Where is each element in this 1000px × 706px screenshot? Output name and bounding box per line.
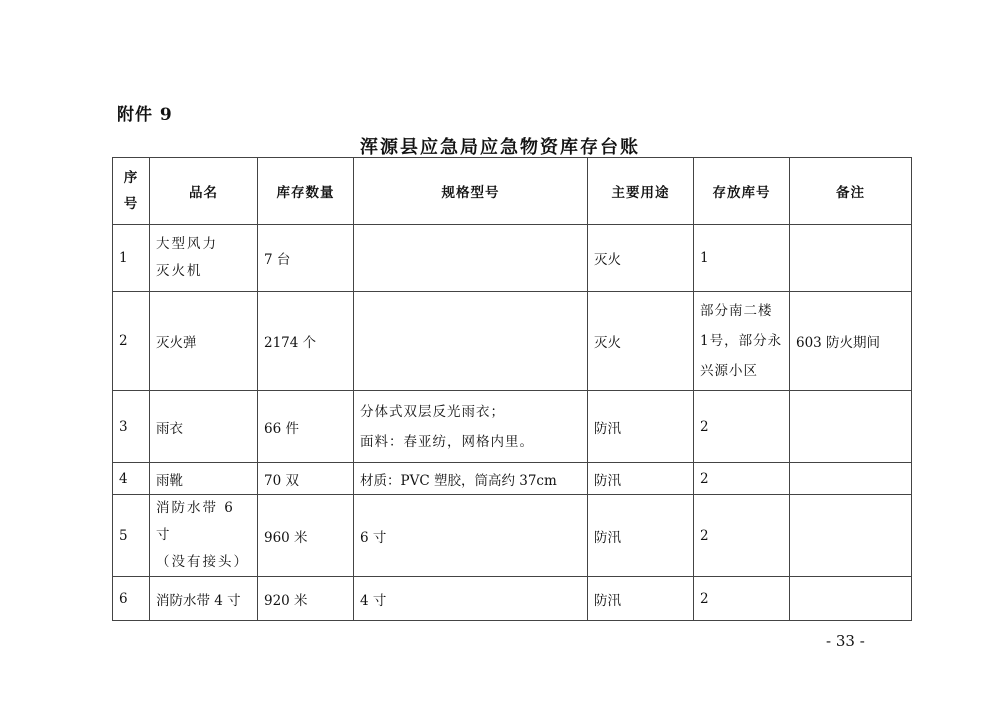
cell-location: 2 bbox=[694, 495, 790, 577]
table-row bbox=[113, 495, 912, 577]
table-row bbox=[113, 391, 912, 463]
cell-notes bbox=[790, 391, 912, 463]
cell-location: 1 bbox=[694, 225, 790, 292]
cell-notes: 603 防火期间 bbox=[790, 292, 912, 391]
cell-quantity: 960 米 bbox=[258, 495, 354, 577]
table-row bbox=[113, 225, 912, 292]
cell-location: 2 bbox=[694, 391, 790, 463]
cell-usage: 防汛 bbox=[588, 463, 694, 495]
cell-index: 1 bbox=[113, 225, 150, 292]
cell-location: 2 bbox=[694, 577, 790, 621]
header-row bbox=[113, 158, 912, 225]
cell-location: 部分南二楼 1号，部分永 兴源小区 bbox=[694, 292, 790, 391]
cell-index: 5 bbox=[113, 495, 150, 577]
cell-notes bbox=[790, 577, 912, 621]
cell-quantity: 70 双 bbox=[258, 463, 354, 495]
header-index: 序 号 bbox=[113, 158, 150, 225]
table-row bbox=[113, 463, 912, 495]
cell-name: 雨衣 bbox=[150, 391, 258, 463]
header-quantity: 库存数量 bbox=[258, 158, 354, 225]
cell-index: 2 bbox=[113, 292, 150, 391]
cell-name: 雨靴 bbox=[150, 463, 258, 495]
table-row bbox=[113, 292, 912, 391]
cell-usage: 防汛 bbox=[588, 495, 694, 577]
cell-usage: 灭火 bbox=[588, 292, 694, 391]
cell-spec: 4 寸 bbox=[354, 577, 588, 621]
header-usage: 主要用途 bbox=[588, 158, 694, 225]
cell-spec bbox=[354, 225, 588, 292]
cell-quantity: 7 台 bbox=[258, 225, 354, 292]
header-name: 品名 bbox=[150, 158, 258, 225]
table-row bbox=[113, 577, 912, 621]
cell-usage: 防汛 bbox=[588, 391, 694, 463]
cell-name: 大型风力 灭火机 bbox=[150, 225, 258, 292]
page-number: - 33 - bbox=[826, 632, 865, 650]
cell-index: 3 bbox=[113, 391, 150, 463]
cell-usage: 灭火 bbox=[588, 225, 694, 292]
inventory-table bbox=[112, 157, 912, 621]
cell-location: 2 bbox=[694, 463, 790, 495]
cell-usage: 防汛 bbox=[588, 577, 694, 621]
header-notes: 备注 bbox=[790, 158, 912, 225]
cell-quantity: 66 件 bbox=[258, 391, 354, 463]
cell-notes bbox=[790, 463, 912, 495]
header-spec: 规格型号 bbox=[354, 158, 588, 225]
cell-spec: 材质：PVC 塑胶，筒高约 37cm bbox=[354, 463, 588, 495]
cell-name: 消防水带 4 寸 bbox=[150, 577, 258, 621]
cell-notes bbox=[790, 495, 912, 577]
cell-notes bbox=[790, 225, 912, 292]
cell-name: 灭火弹 bbox=[150, 292, 258, 391]
cell-index: 4 bbox=[113, 463, 150, 495]
cell-spec bbox=[354, 292, 588, 391]
cell-name: 消防水带 6 寸 （没有接头） bbox=[150, 495, 258, 577]
cell-quantity: 920 米 bbox=[258, 577, 354, 621]
cell-spec: 6 寸 bbox=[354, 495, 588, 577]
cell-index: 6 bbox=[113, 577, 150, 621]
table-title: 浑源县应急局应急物资库存台账 bbox=[360, 137, 640, 158]
attachment-label: 附件 9 bbox=[117, 105, 173, 125]
header-location: 存放库号 bbox=[694, 158, 790, 225]
cell-quantity: 2174 个 bbox=[258, 292, 354, 391]
cell-spec: 分体式双层反光雨衣； 面料：春亚纺，网格内里。 bbox=[354, 391, 588, 463]
